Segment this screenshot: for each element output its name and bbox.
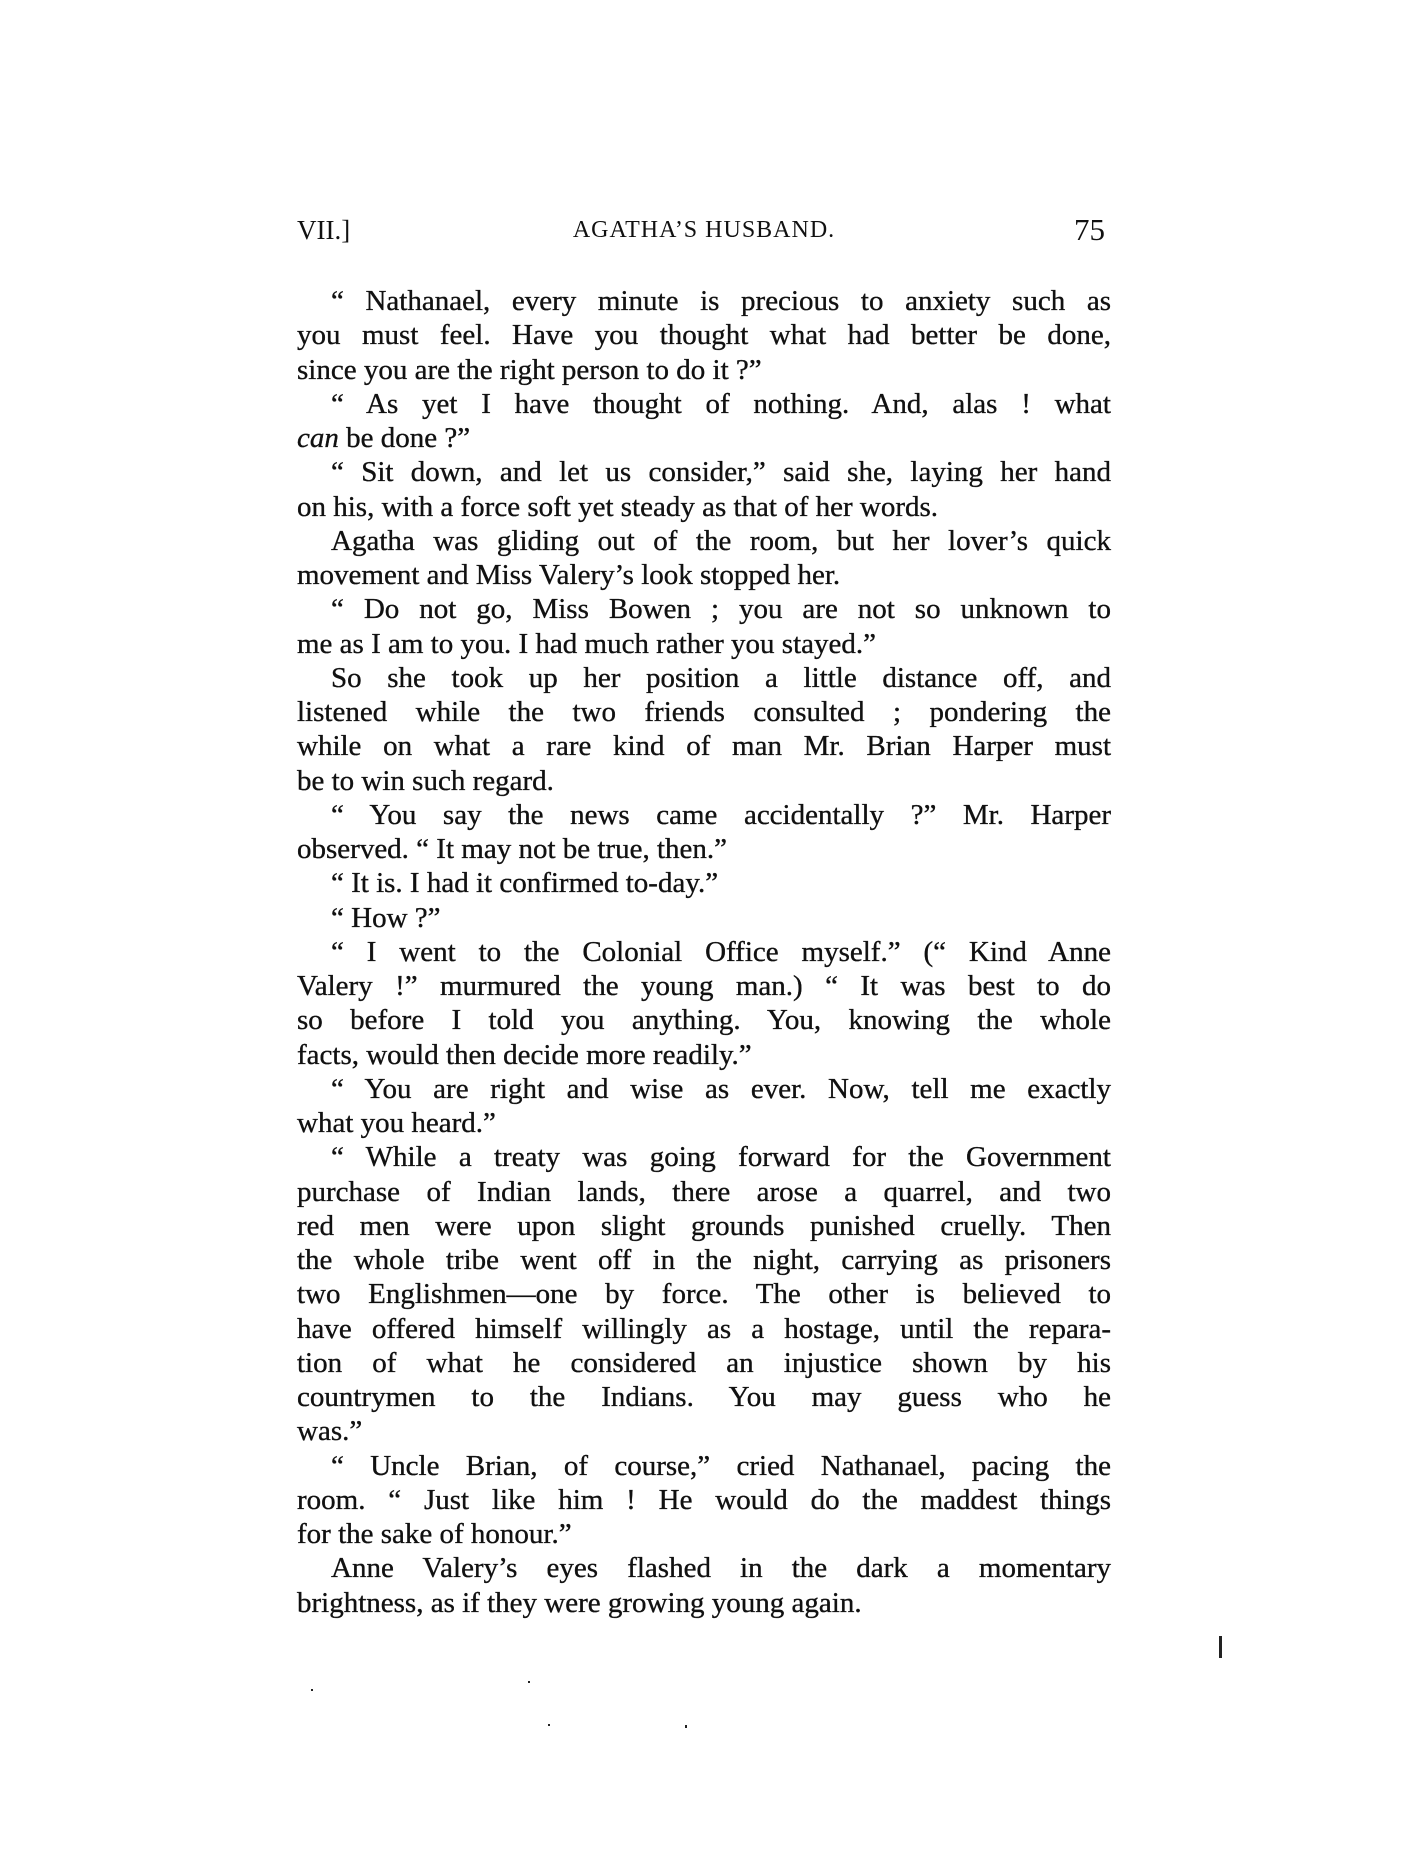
running-header [297,212,1111,255]
line-text: “ You are right and wise as ever. Now, tell me exactly [331,1072,1111,1105]
line-text: “ You say the news came accidentally ?” Mr. Harper [331,798,1111,831]
text-line [297,1243,1111,1277]
line-text: the whole tribe went off in the night, carrying as prisoners [297,1244,1111,1276]
scan-speck [1219,1636,1222,1658]
line-text: have offered himself willingly as a hostage, until the repara- [297,1312,1111,1345]
text-line [297,490,1111,524]
line-text: me as I am to you. I had much rather you stayed.” [297,627,877,660]
text-line [297,1517,1111,1551]
line-text: room. “ Just like him ! He would do the maddest things [297,1483,1111,1516]
line-text: what you heard.” [297,1107,496,1139]
text-line [297,1586,1111,1620]
text-line [297,1106,1111,1140]
text-line [297,455,1111,489]
line-text: “ Sit down, and let us consider,” said she, laying her hand [331,456,1111,489]
scan-speck [311,1689,313,1691]
line-text: “ How ?” [331,901,441,934]
text-line [297,524,1111,558]
line-text: since you are the right person to do it ?” [297,353,762,386]
text-line [297,1414,1111,1448]
line-text: listened while the two friends consulted ; pondering the [297,696,1111,728]
line-text: facts, would then decide more readily.” [297,1038,752,1071]
line-text: “ It is. I had it confirmed to-day.” [331,867,719,900]
text-line [297,798,1111,832]
text-line [297,1277,1111,1311]
text-line [297,729,1111,763]
text-line [297,284,1111,318]
line-text: “ While a treaty was going forward for the Government [331,1141,1111,1174]
italic-word: can [297,422,339,454]
line-text: “ Uncle Brian, of course,” cried Nathanael, pacing the [331,1449,1111,1482]
text-line [297,1140,1111,1174]
line-text: be done ?” [338,422,471,454]
text-line [297,1346,1111,1380]
line-text: red men were upon slight grounds punished cruelly. Then [297,1209,1111,1242]
text-line [297,901,1111,935]
text-line [297,764,1111,798]
text-line [297,969,1111,1003]
line-text: for the sake of honour.” [297,1518,572,1550]
line-text: you must feel. Have you thought what had better be done, [297,319,1111,352]
line-text: two Englishmen—one by force. The other is believed to [297,1278,1111,1311]
text-line [297,866,1111,900]
line-text: “ Do not go, Miss Bowen ; you are not so unknown to [331,593,1111,626]
scan-speck [528,1681,530,1683]
text-line [297,1551,1111,1585]
text-line [297,627,1111,661]
running-title: AGATHA’S HUSBAND. [572,217,836,243]
text-line [297,1449,1111,1483]
text-line [297,695,1111,729]
line-text: be to win such regard. [297,764,554,797]
text-line [297,832,1111,866]
line-text: on his, with a force soft yet steady as that of her words. [297,490,939,523]
text-line [297,661,1111,695]
text-line [297,1072,1111,1106]
text-line [297,1038,1111,1072]
line-text: Valery !” murmured the young man.) “ It was best to do [297,970,1111,1002]
text-line [297,421,1111,455]
page-number: 75 [1074,212,1105,247]
line-text: brightness, as if they were growing young again. [297,1586,862,1619]
line-text: was.” [297,1415,363,1448]
text-line [297,558,1111,592]
scan-speck [548,1724,550,1726]
line-text: so before I told you anything. You, knowing the whole [297,1004,1111,1037]
line-text: countrymen to the Indians. You may guess who he [297,1381,1111,1413]
text-line [297,592,1111,626]
line-text: tion of what he considered an injustice shown by his [297,1346,1111,1379]
line-text: “ I went to the Colonial Office myself.” (“ Kind Anne [331,935,1111,968]
text-line [297,1312,1111,1346]
body-text [297,284,1111,1620]
line-text: while on what a rare kind of man Mr. Brian Harper must [297,730,1111,763]
line-text: Anne Valery’s eyes flashed in the dark a momentary [331,1552,1111,1585]
text-line [297,935,1111,969]
line-text: So she took up her position a little distance off, and [331,661,1111,694]
text-line [297,387,1111,421]
chapter-number: VII.] [297,215,351,245]
scan-speck [685,1725,687,1728]
line-text: Agatha was gliding out of the room, but her lover’s quick [331,524,1111,557]
line-text: “ As yet I have thought of nothing. And, alas ! what [331,387,1111,420]
text-line [297,1209,1111,1243]
text-line [297,1483,1111,1517]
text-line [297,1003,1111,1037]
line-text: purchase of Indian lands, there arose a quarrel, and two [297,1175,1111,1208]
text-line [297,318,1111,352]
line-text: “ Nathanael, every minute is precious to anxiety such as [331,285,1111,317]
text-line [297,1175,1111,1209]
text-line [297,1380,1111,1414]
text-line [297,353,1111,387]
line-text: observed. “ It may not be true, then.” [297,833,728,865]
line-text: movement and Miss Valery’s look stopped her. [297,559,841,591]
